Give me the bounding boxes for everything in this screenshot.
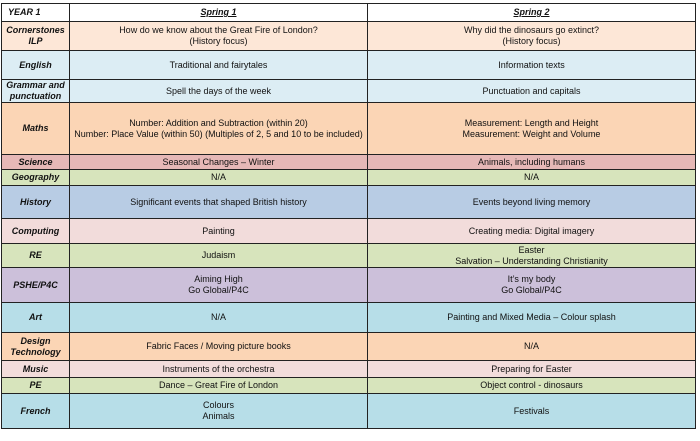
spring-2-topic-line: Measurement: Length and Height xyxy=(464,117,599,128)
subject-row-french xyxy=(2,394,696,429)
subject-row-maths xyxy=(2,103,696,155)
subject-name xyxy=(2,394,70,429)
subject-row-history xyxy=(2,186,696,219)
spring-1-topic xyxy=(70,186,368,219)
spring-1-topic-line: Instruments of the orchestra xyxy=(162,363,275,374)
spring-1-topic-line: (History focus) xyxy=(189,36,248,46)
subject-name-line: ILP xyxy=(28,36,43,46)
subject-name xyxy=(2,51,70,80)
subject-row-pshe-p4c xyxy=(2,268,696,303)
spring-1-topic xyxy=(70,244,368,268)
spring-2-topic xyxy=(368,333,696,361)
spring-2-topic-line: Preparing for Easter xyxy=(491,363,572,374)
spring-2-topic-line: Object control - dinosaurs xyxy=(480,380,583,390)
spring-1-topic-line: Dance – Great Fire of London xyxy=(158,380,279,390)
spring-1-topic xyxy=(70,51,368,80)
spring-1-topic-line: Fabric Faces / Moving picture books xyxy=(146,341,291,351)
subject-name-line: History xyxy=(19,196,51,207)
subject-name-line: Cornerstones xyxy=(6,25,65,35)
spring-1-heading xyxy=(70,4,368,22)
subject-name xyxy=(2,186,70,219)
spring-1-topic-line: Judaism xyxy=(201,250,236,260)
subject-name-line: Maths xyxy=(22,123,49,133)
spring-1-topic xyxy=(70,333,368,361)
spring-2-topic-line: N/A xyxy=(523,341,539,351)
spring-2-topic-line: N/A xyxy=(523,172,539,182)
spring-1-topic-line: Seasonal Changes – Winter xyxy=(162,156,275,167)
spring-1-topic-line: Significant events that shaped British history xyxy=(130,196,307,207)
spring-1-topic xyxy=(70,219,368,244)
subject-name-line: PSHE/P4C xyxy=(13,279,58,290)
spring-2-heading-text: Spring 2 xyxy=(513,7,550,17)
spring-2-topic-line: Punctuation and capitals xyxy=(482,85,581,96)
spring-2-topic-line: Creating media: Digital imagery xyxy=(468,225,595,236)
spring-1-topic xyxy=(70,268,368,303)
spring-2-topic xyxy=(368,80,696,103)
spring-2-topic xyxy=(368,244,696,268)
spring-2-topic xyxy=(368,303,696,333)
spring-1-topic xyxy=(70,22,368,51)
spring-2-topic-line: Why did the dinosaurs go extinct? xyxy=(463,25,600,35)
spring-1-topic-line: Aiming High xyxy=(194,274,243,284)
spring-1-topic xyxy=(70,103,368,155)
subject-name xyxy=(2,333,70,361)
subject-name-line: Music xyxy=(22,363,49,374)
subject-name-line: Art xyxy=(29,312,42,322)
subject-name xyxy=(2,303,70,333)
spring-2-topic xyxy=(368,394,696,429)
spring-1-topic-line: Number: Place Value (within 50) (Multiples of 2, 5 and 10 to be included) xyxy=(74,128,363,139)
subject-name xyxy=(2,170,70,186)
spring-1-heading-text: Spring 1 xyxy=(200,7,237,17)
spring-1-topic-line: N/A xyxy=(210,312,226,322)
subject-row-design-technology xyxy=(2,333,696,361)
spring-1-topic-line: Animals xyxy=(202,411,235,421)
spring-1-topic-line: Painting xyxy=(202,225,235,236)
subject-name-line: Science xyxy=(18,156,53,167)
subject-name-line: Computing xyxy=(11,225,60,236)
spring-1-topic xyxy=(70,378,368,394)
subject-row-science xyxy=(2,155,696,170)
spring-2-topic xyxy=(368,378,696,394)
spring-2-topic xyxy=(368,22,696,51)
spring-2-topic-line: It’s my body xyxy=(507,274,556,284)
subject-name xyxy=(2,244,70,268)
spring-1-topic xyxy=(70,170,368,186)
spring-1-topic xyxy=(70,394,368,429)
subject-name xyxy=(2,22,70,51)
spring-1-topic-line: N/A xyxy=(210,172,226,182)
spring-2-topic-line: Festivals xyxy=(513,405,550,416)
spring-2-topic xyxy=(368,51,696,80)
subject-name xyxy=(2,378,70,394)
subject-name-line: PE xyxy=(29,380,42,390)
subject-name xyxy=(2,361,70,378)
spring-2-topic-line: Events beyond living memory xyxy=(472,196,591,207)
year-heading: YEAR 1 xyxy=(2,4,70,22)
subject-name xyxy=(2,103,70,155)
spring-2-topic-line: Information texts xyxy=(498,59,565,70)
spring-2-topic xyxy=(368,186,696,219)
spring-2-topic-line: Easter xyxy=(518,244,545,255)
header-row xyxy=(2,4,696,22)
subject-name-line: Design xyxy=(20,335,51,346)
subject-name-line: Geography xyxy=(11,172,60,182)
spring-1-topic-line: Go Global/P4C xyxy=(188,285,249,295)
spring-2-topic-line: Salvation – Understanding Christianity xyxy=(455,255,608,266)
spring-2-topic-line: Painting and Mixed Media – Colour splash xyxy=(447,312,616,322)
spring-2-topic-line: (History focus) xyxy=(502,36,561,46)
curriculum-table-body xyxy=(2,4,696,429)
subject-name-line: English xyxy=(19,59,52,70)
subject-name-line: Technology xyxy=(10,346,61,357)
spring-2-topic xyxy=(368,268,696,303)
spring-2-topic xyxy=(368,155,696,170)
subject-name xyxy=(2,155,70,170)
subject-name-line: Grammar and xyxy=(6,80,65,90)
spring-1-topic xyxy=(70,361,368,378)
subject-name-line: RE xyxy=(29,250,42,260)
subject-row-music xyxy=(2,361,696,378)
subject-row-english xyxy=(2,51,696,80)
spring-1-topic-line: Spell the days of the week xyxy=(165,85,272,96)
subject-row-art xyxy=(2,303,696,333)
subject-name-line: punctuation xyxy=(9,91,62,101)
spring-1-topic xyxy=(70,80,368,103)
subject-name-line: French xyxy=(20,405,51,416)
spring-2-topic xyxy=(368,361,696,378)
spring-1-topic xyxy=(70,155,368,170)
subject-name xyxy=(2,268,70,303)
spring-2-heading xyxy=(368,4,696,22)
curriculum-table xyxy=(1,3,696,429)
spring-2-topic xyxy=(368,170,696,186)
subject-row-re xyxy=(2,244,696,268)
spring-2-topic-line: Measurement: Weight and Volume xyxy=(462,128,601,139)
subject-name xyxy=(2,80,70,103)
subject-row-pe xyxy=(2,378,696,394)
spring-2-topic xyxy=(368,219,696,244)
subject-row-computing xyxy=(2,219,696,244)
spring-2-topic xyxy=(368,103,696,155)
subject-row-cornerstones-ilp xyxy=(2,22,696,51)
spring-1-topic xyxy=(70,303,368,333)
spring-1-topic-line: How do we know about the Great Fire of London? xyxy=(119,25,318,35)
spring-1-topic-line: Colours xyxy=(202,400,234,410)
spring-1-topic-line: Number: Addition and Subtraction (within 20) xyxy=(129,117,308,128)
subject-name xyxy=(2,219,70,244)
spring-2-topic-line: Go Global/P4C xyxy=(501,285,562,295)
subject-row-grammar-and-punctuation xyxy=(2,80,696,103)
spring-1-topic-line: Traditional and fairytales xyxy=(169,59,268,70)
spring-2-topic-line: Animals, including humans xyxy=(477,156,586,167)
subject-row-geography xyxy=(2,170,696,186)
